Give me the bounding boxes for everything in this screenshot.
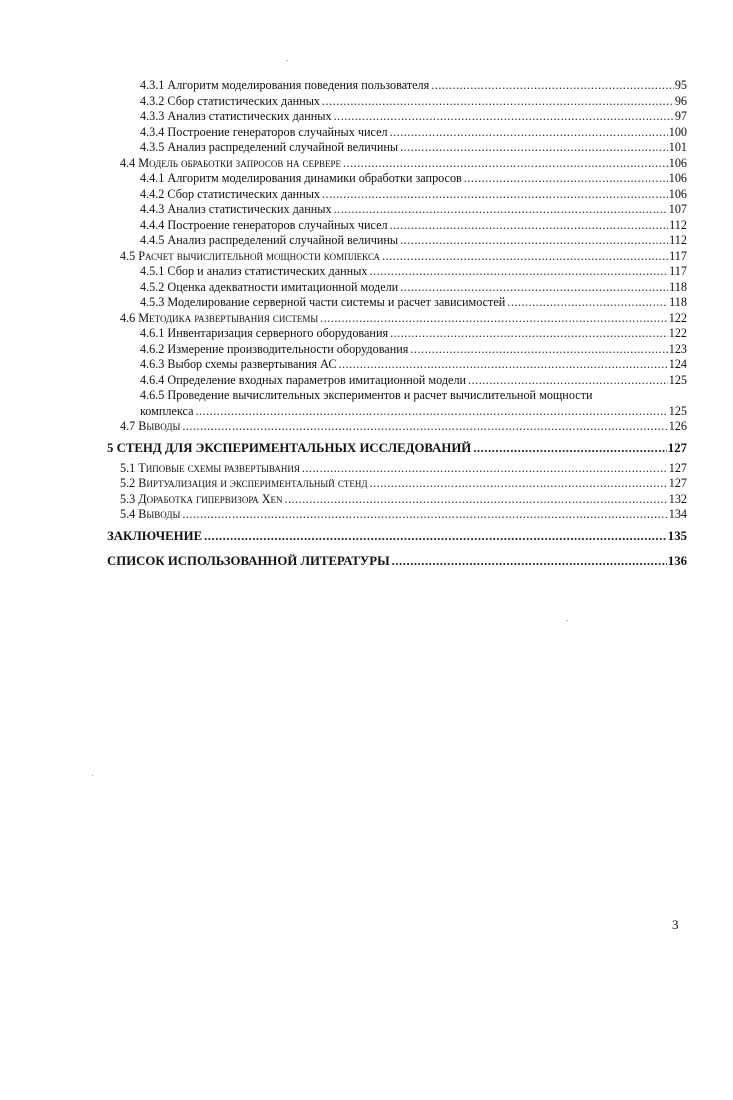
toc-entry-5-3[interactable] — [120, 492, 687, 508]
toc-entry-5-2[interactable] — [120, 476, 687, 492]
dot-leader — [431, 78, 674, 94]
dot-leader — [302, 461, 668, 477]
toc-entry-5-4[interactable] — [120, 507, 687, 523]
toc-entry-4-6-1[interactable] — [140, 326, 687, 342]
scan-speck — [92, 775, 93, 776]
dot-leader — [400, 280, 668, 296]
toc-entry-page: 96 — [674, 93, 687, 108]
toc-entry-4-3-3[interactable] — [140, 109, 687, 125]
toc-entry-title: 4.4.2 Сбор статистических данных — [140, 186, 320, 201]
dot-leader — [334, 202, 668, 218]
toc-entry-page: 101 — [668, 140, 687, 154]
dot-leader — [400, 233, 668, 249]
toc-entry-title-line2: комплекса — [140, 403, 194, 418]
dot-leader — [182, 507, 667, 523]
toc-entry-title: 4.6.4 Определение входных параметров имитационной модели — [140, 372, 467, 387]
toc-entry-title: 4.5.3 Моделирование серверной части системы и расчет зависимостей — [140, 295, 506, 309]
toc-entry-title: 5.2 Виртуализация и экспериментальный стенд — [120, 476, 368, 490]
toc-entry-title: 4.5.1 Сбор и анализ статистических данных — [140, 264, 368, 278]
dot-leader — [320, 311, 668, 327]
table-of-contents — [0, 78, 733, 570]
dot-leader — [334, 109, 674, 125]
toc-entry-title: 4.6.3 Выбор схемы развертывания АС — [140, 357, 337, 371]
toc-chapter-page: 136 — [667, 553, 687, 568]
dot-leader — [400, 140, 668, 156]
dot-leader — [322, 94, 674, 110]
dot-leader — [390, 125, 668, 141]
toc-entry-line2 — [140, 404, 687, 420]
toc-entry-page: 97 — [674, 109, 687, 123]
toc-entry-page: 100 — [668, 124, 687, 139]
dot-leader — [390, 218, 669, 234]
toc-entry-4-5-1[interactable] — [140, 264, 687, 280]
dot-leader — [285, 492, 668, 508]
toc-entry-4-4-3[interactable] — [140, 202, 687, 218]
toc-entry-title: 4.3.2 Сбор статистических данных — [140, 93, 320, 108]
toc-entry-page: 106 — [668, 171, 687, 185]
toc-entry-page: 126 — [668, 419, 687, 433]
toc-entry-title: 4.4.3 Анализ статистических данных — [140, 202, 332, 216]
toc-entry-title: 4.3.4 Построение генераторов случайных чисел — [140, 124, 388, 139]
toc-entry-title: 4.4.1 Алгоритм моделирования динамики обработки запросов — [140, 171, 462, 185]
dot-leader — [507, 295, 668, 311]
toc-entry-title: 4.3.1 Алгоритм моделирования поведения пользователя — [140, 78, 430, 92]
toc-entry-4-4-1[interactable] — [140, 171, 687, 187]
toc-chapter-page: 135 — [667, 528, 687, 543]
toc-entry-title: 4.5.2 Оценка адекватности имитационной модели — [140, 279, 399, 294]
dot-leader — [410, 342, 667, 358]
toc-entry-title: 4.6.2 Измерение производительности оборудования — [140, 341, 409, 356]
toc-entry-title: 4.4.5 Анализ распределений случайной величины — [140, 233, 399, 247]
toc-entry-page: 123 — [668, 341, 687, 356]
toc-entry-4-4[interactable] — [120, 156, 687, 172]
toc-entry-4-4-4[interactable] — [140, 218, 687, 234]
toc-entry-4-3-1[interactable] — [140, 78, 687, 94]
toc-entry-5-1[interactable] — [120, 461, 687, 477]
toc-entry-title: 4.6.1 Инвентаризация серверного оборудования — [140, 326, 389, 340]
toc-entry-page: 112 — [669, 233, 687, 247]
dot-leader — [182, 419, 667, 435]
toc-entry-4-5[interactable] — [120, 249, 687, 265]
toc-entry-title: 5.1 Типовые схемы развертывания — [120, 460, 300, 475]
toc-entry-page: 122 — [668, 310, 687, 325]
toc-chapter-title: ЗАКЛЮЧЕНИЕ — [107, 528, 203, 543]
toc-entry-page: 117 — [669, 264, 687, 278]
toc-entry-4-6-5[interactable] — [140, 388, 687, 419]
toc-entry-4-7[interactable] — [120, 419, 687, 435]
toc-chapter-5[interactable] — [107, 440, 687, 457]
toc-entry-page: 122 — [668, 326, 687, 340]
toc-chapter-title: 5 СТЕНД ДЛЯ ЭКСПЕРИМЕНТАЛЬНЫХ ИССЛЕДОВАНИЙ — [107, 440, 472, 455]
page-number: 3 — [672, 917, 679, 932]
toc-entry-4-6-3[interactable] — [140, 357, 687, 373]
toc-entry-page: 117 — [669, 248, 687, 263]
dot-leader — [390, 326, 668, 342]
toc-entry-title: 4.5 Расчет вычислительной мощности комплекса — [120, 248, 381, 263]
toc-entry-page: 95 — [674, 78, 687, 92]
toc-entry-4-3-4[interactable] — [140, 125, 687, 141]
toc-entry-page: 118 — [669, 279, 687, 294]
scan-speck — [567, 620, 568, 621]
toc-entry-title: 5.4 Выводы — [120, 507, 181, 521]
dot-leader — [204, 528, 667, 545]
toc-entry-title: 4.7 Выводы — [120, 419, 181, 433]
dot-leader — [195, 404, 667, 420]
toc-entry-4-5-3[interactable] — [140, 295, 687, 311]
toc-entry-4-5-2[interactable] — [140, 280, 687, 296]
dot-leader — [473, 440, 667, 457]
toc-entry-title: 4.4 Модель обработки запросов на сервере — [120, 155, 342, 170]
scan-speck — [287, 60, 288, 61]
toc-entry-page: 106 — [668, 155, 687, 170]
toc-entry-page: 106 — [668, 186, 687, 201]
toc-entry-page: 118 — [669, 295, 687, 309]
toc-entry-4-6-4[interactable] — [140, 373, 687, 389]
dot-leader — [338, 357, 667, 373]
toc-entry-4-3-5[interactable] — [140, 140, 687, 156]
dot-leader — [464, 171, 668, 187]
toc-entry-page: 132 — [668, 491, 687, 506]
toc-entry-4-6-2[interactable] — [140, 342, 687, 358]
toc-entry-title: 4.6 Методика развертывания системы — [120, 310, 319, 325]
toc-entry-page: 112 — [669, 217, 687, 232]
toc-entry-page: 125 — [668, 372, 687, 387]
toc-entry-title: 4.3.5 Анализ распределений случайной величины — [140, 140, 399, 154]
toc-entry-4-4-5[interactable] — [140, 233, 687, 249]
dot-leader — [343, 156, 668, 172]
dot-leader — [369, 264, 668, 280]
toc-entry-page: 125 — [668, 403, 687, 418]
toc-entry-title: 4.4.4 Построение генераторов случайных чисел — [140, 217, 388, 232]
toc-entry-title-line1: 4.6.5 Проведение вычислительных экспериментов и расчет вычислительной мощности — [140, 388, 593, 402]
toc-entry-4-6[interactable] — [120, 311, 687, 327]
toc-entry-title: 5.3 Доработка гипервизора Xen — [120, 491, 283, 506]
toc-entry-page: 127 — [668, 476, 687, 490]
toc-chapter-page: 127 — [667, 440, 687, 455]
toc-entry-page: 127 — [668, 460, 687, 475]
dot-leader — [392, 553, 667, 570]
dot-leader — [322, 187, 668, 203]
toc-entry-page: 107 — [668, 202, 687, 216]
toc-conclusion[interactable] — [107, 528, 687, 545]
dot-leader — [369, 476, 667, 492]
dot-leader — [382, 249, 668, 265]
toc-entry-4-4-2[interactable] — [140, 187, 687, 203]
toc-references[interactable] — [107, 553, 687, 570]
dot-leader — [468, 373, 668, 389]
toc-entry-page: 134 — [668, 507, 687, 521]
toc-chapter-title: СПИСОК ИСПОЛЬЗОВАННОЙ ЛИТЕРАТУРЫ — [107, 553, 390, 568]
toc-entry-title: 4.3.3 Анализ статистических данных — [140, 109, 332, 123]
toc-entry-page: 124 — [668, 357, 687, 371]
toc-entry-4-3-2[interactable] — [140, 94, 687, 110]
